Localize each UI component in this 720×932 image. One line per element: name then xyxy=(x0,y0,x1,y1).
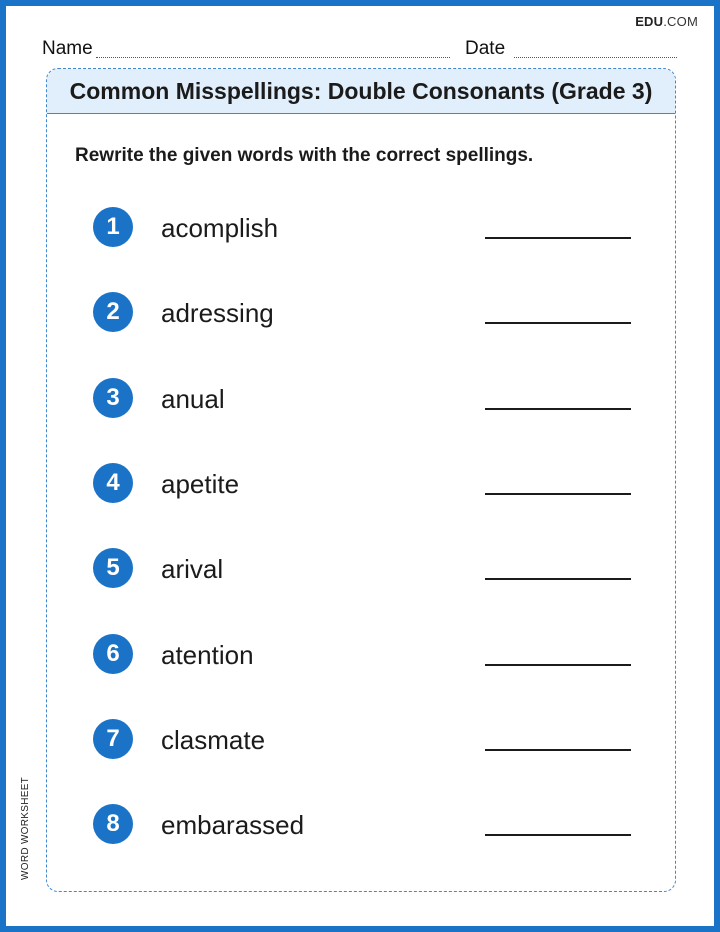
list-item xyxy=(93,376,633,420)
answer-line[interactable] xyxy=(485,664,631,666)
item-number-badge: 6 xyxy=(93,634,133,674)
brand-logo-light: .COM xyxy=(663,14,698,29)
item-number-badge: 7 xyxy=(93,719,133,759)
answer-line[interactable] xyxy=(485,834,631,836)
misspelled-word: apetite xyxy=(161,469,240,499)
misspelled-word: atention xyxy=(161,640,254,670)
list-item xyxy=(93,546,633,590)
misspelled-word: anual xyxy=(161,384,225,414)
list-item xyxy=(93,290,633,334)
list-item xyxy=(93,802,633,846)
answer-line[interactable] xyxy=(485,408,631,410)
worksheet-title: Common Misspellings: Double Consonants (Grade 3) xyxy=(47,69,675,114)
date-label: Date xyxy=(465,38,506,59)
worksheet-card xyxy=(46,68,676,892)
item-number-badge: 2 xyxy=(93,292,133,332)
item-number-badge: 4 xyxy=(93,463,133,503)
item-number-badge: 1 xyxy=(93,207,133,247)
misspelled-word: acomplish xyxy=(161,213,279,243)
brand-logo-bold: EDU xyxy=(635,14,664,29)
answer-line[interactable] xyxy=(485,749,631,751)
list-item xyxy=(93,205,633,249)
answer-line[interactable] xyxy=(485,237,631,239)
name-label: Name xyxy=(42,38,93,59)
item-number-badge: 3 xyxy=(93,378,133,418)
side-label: WORD WORKSHEET xyxy=(20,776,31,880)
item-number-badge: 5 xyxy=(93,548,133,588)
name-field[interactable] xyxy=(96,57,450,58)
answer-line[interactable] xyxy=(485,578,631,580)
misspelled-word: adressing xyxy=(161,298,274,328)
misspelled-word: clasmate xyxy=(161,725,266,755)
answer-line[interactable] xyxy=(485,493,631,495)
list-item xyxy=(93,632,633,676)
date-field[interactable] xyxy=(514,57,677,58)
brand-logo xyxy=(635,14,698,29)
misspelled-word: embarassed xyxy=(161,810,305,840)
list-item xyxy=(93,717,633,761)
answer-line[interactable] xyxy=(485,322,631,324)
misspelled-word: arival xyxy=(161,554,224,584)
instruction-text: Rewrite the given words with the correct spellings. xyxy=(75,145,534,166)
list-item xyxy=(93,461,633,505)
item-number-badge: 8 xyxy=(93,804,133,844)
